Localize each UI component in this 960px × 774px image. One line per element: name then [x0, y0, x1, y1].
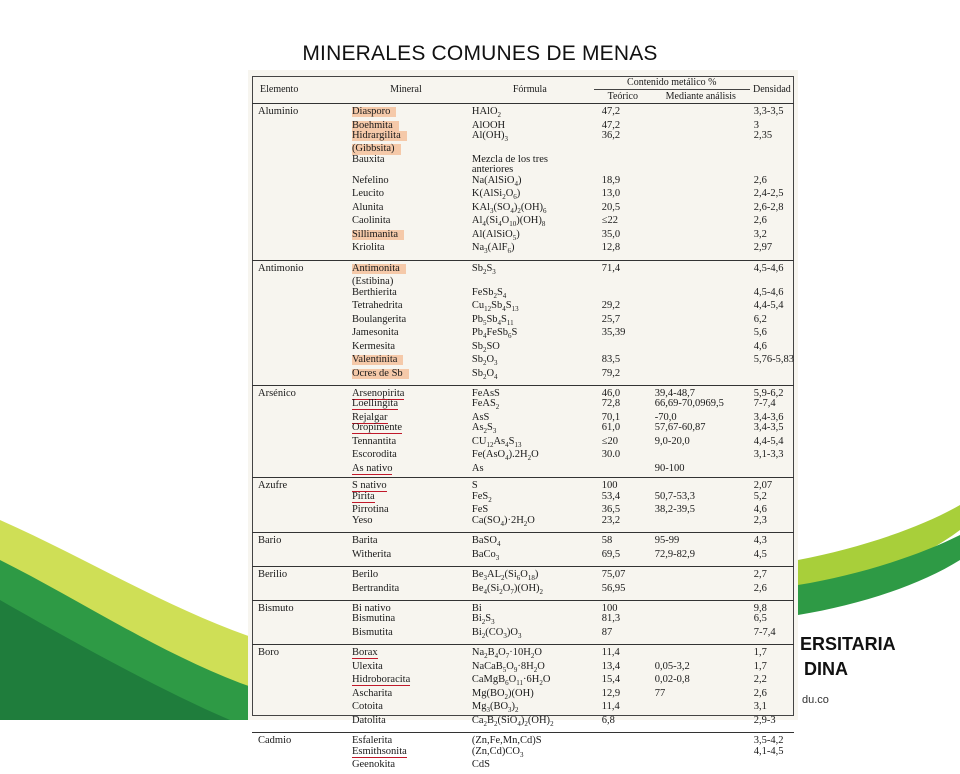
mineral-cell: Pirrotina: [351, 504, 389, 516]
densidad-cell: 2,6-2,8: [753, 201, 784, 213]
header-elemento: Elemento: [252, 76, 346, 104]
formula-cell: Na(AlSiO$_4$): [471, 174, 522, 188]
mineral-cell: (Gibbsita): [352, 144, 401, 154]
table-row: [252, 733, 794, 747]
element-cell: Aluminio: [258, 106, 299, 117]
densidad-cell: 4,4-5,4: [753, 435, 784, 447]
densidad-cell: 4,1-4,5: [753, 745, 784, 757]
slide-title: MINERALES COMUNES DE MENAS: [302, 42, 658, 65]
header-contenido: Contenido metálico %: [594, 76, 750, 90]
formula-cell: S: [471, 480, 478, 492]
densidad-cell: 2,6: [753, 687, 767, 699]
teorico-cell: 47,2: [601, 119, 621, 131]
mineral-cell: Tennantita: [351, 435, 397, 447]
teorico-cell: 58: [601, 535, 613, 547]
teorico-cell: 69,5: [601, 548, 621, 560]
teorico-cell: 11,4: [601, 647, 620, 659]
mineral-cell: Berthierita: [351, 286, 397, 298]
formula-cell: $Sb_2O_4$: [471, 367, 498, 381]
densidad-cell: 2,7: [753, 569, 767, 581]
densidad-cell: 5,6: [753, 327, 767, 339]
table-row: [252, 516, 794, 533]
element-cell: Azufre: [258, 480, 288, 492]
table-row: [252, 747, 794, 761]
teorico-cell: 83,5: [601, 354, 621, 366]
formula-cell: FeAsS: [471, 388, 500, 400]
header-mineral: Mineral: [346, 76, 466, 104]
table-row: [252, 716, 794, 733]
table-row: [252, 567, 794, 584]
formula-cell: HAlO$_2$: [471, 106, 502, 120]
formula-cell: $Fe(AsO_4).2H_2O$: [471, 449, 539, 463]
mineral-cell: Esmithsonita: [351, 745, 407, 757]
mineral-cell: Antimonita: [352, 264, 406, 274]
mineral-cell: Bismutita: [351, 626, 393, 638]
teorico-cell: 13,0: [601, 188, 621, 200]
analisis-cell: 50,7-53,3: [654, 490, 695, 502]
formula-cell: FeS$_2$: [471, 490, 492, 504]
element-cell: Antimonio: [258, 262, 304, 274]
formula-cell: AsS: [471, 411, 490, 423]
mineral-cell: Kriolita: [351, 242, 385, 254]
element-cell: Bario: [258, 535, 282, 547]
table-row: [252, 243, 794, 260]
formula-cell: $Mg(BO_2)(OH)$: [471, 687, 534, 702]
teorico-cell: 72,8: [601, 398, 621, 410]
formula-cell: $CaMgB_6O_{11}\cdot 6H_2O$: [471, 674, 551, 688]
table-body: [252, 104, 794, 774]
table-row: [252, 342, 794, 356]
densidad-cell: 3,3-3,5: [753, 106, 784, 117]
formula-cell: $Na_2B_4O_7\cdot 10H_2O$: [471, 647, 542, 661]
mineral-cell: Bauxita: [351, 153, 385, 165]
teorico-cell: 47,2: [601, 106, 621, 117]
densidad-cell: 5,2: [753, 490, 767, 502]
densidad-cell: 2,3: [753, 514, 767, 526]
formula-cell: Al(AlSiO$_5$): [471, 228, 520, 242]
logo-line-2: DINA: [804, 659, 848, 679]
mineral-cell: Pirita: [351, 490, 375, 502]
teorico-cell: 25,7: [601, 313, 621, 325]
teorico-cell: 75,07: [601, 569, 626, 581]
teorico-cell: 36,5: [601, 504, 621, 516]
formula-cell: BaSO$_4$: [471, 535, 501, 549]
densidad-cell: 5,9-6,2: [753, 388, 784, 400]
densidad-cell: 5,76-5,83: [753, 354, 794, 366]
teorico-cell: 23,2: [601, 514, 621, 526]
table-row: [252, 505, 794, 515]
mineral-cell: Valentinita: [352, 355, 404, 365]
mineral-cell: Cotoita: [351, 701, 383, 713]
densidad-cell: 2,9-3: [753, 714, 776, 726]
densidad-cell: 6,2: [753, 313, 767, 325]
analisis-cell: -70,0: [654, 411, 677, 423]
mineral-cell: Datolita: [351, 714, 386, 726]
scanned-table-image: [248, 70, 798, 771]
table-row: [252, 675, 794, 689]
mineral-cell: Bi nativo: [351, 603, 391, 615]
densidad-cell: 7-7,4: [753, 626, 776, 638]
table-row: [252, 464, 794, 478]
university-logo: [800, 632, 896, 713]
densidad-cell: 3,4-3,5: [753, 422, 784, 434]
element-cell: Cadmio: [258, 735, 292, 747]
table-row: [252, 355, 794, 369]
densidad-cell: 2,6: [753, 174, 767, 186]
densidad-cell: 2,4-2,5: [753, 188, 784, 200]
formula-cell: $Na_3(AlF_6)$: [471, 242, 515, 256]
mineral-cell: Oropimente: [351, 422, 403, 434]
teorico-cell: 35,39: [601, 327, 626, 339]
mineral-cell: Kermesita: [351, 340, 396, 352]
table-row: [252, 478, 794, 492]
element-cell: Boro: [258, 647, 279, 659]
formula-cell: Mezcla de los tres: [471, 153, 548, 165]
table-row: [252, 230, 794, 244]
formula-cell: $Cu_{12}Sb_4S_{13}$: [471, 300, 519, 314]
table-row: [252, 628, 794, 645]
densidad-cell: 2,97: [753, 242, 773, 254]
table-row: [252, 315, 794, 329]
analisis-cell: 72,9-82,9: [654, 548, 695, 560]
teorico-cell: 53,4: [601, 490, 621, 502]
densidad-cell: 4,5-4,6: [753, 262, 784, 274]
analisis-cell: 39,4-48,7: [654, 388, 695, 400]
mineral-cell: Alunita: [351, 201, 384, 213]
mineral-cell: Tetrahedrita: [351, 300, 403, 312]
table-row: [252, 601, 794, 615]
teorico-cell: 81,3: [601, 613, 621, 625]
formula-cell: $Be_3AL_2(Si_6O_{18})$: [471, 569, 539, 583]
mineral-cell: Yeso: [351, 514, 373, 526]
mineral-cell: Geenokita: [351, 759, 396, 771]
teorico-cell: 29,2: [601, 300, 621, 312]
mineral-cell: Nefelino: [351, 174, 389, 186]
mineral-cell: Boehmita: [352, 121, 399, 131]
formula-cell: $Ca_2B_2(SiO_4)_2(OH)_2$: [471, 714, 554, 729]
teorico-cell: 100: [601, 603, 618, 615]
densidad-cell: 2,6: [753, 215, 767, 227]
formula-cell: $Pb_4FeSb_6S$: [471, 327, 518, 341]
mineral-cell: Barita: [351, 535, 378, 547]
formula-cell: anteriores: [471, 164, 514, 176]
table-row: [252, 104, 794, 121]
formula-cell: $Be_4(Si_2O_7)(OH)_2$: [471, 582, 544, 596]
teorico-cell: 12,8: [601, 242, 621, 254]
mineral-cell: Jamesonita: [351, 327, 399, 339]
formula-cell: $(Zn,Cd)CO_3$: [471, 745, 524, 759]
teorico-cell: 20,5: [601, 201, 621, 213]
table-row: [252, 155, 794, 165]
formula-cell: As: [471, 462, 484, 474]
formula-cell: $Pb_5Sb_4S_{11}$: [471, 313, 514, 327]
formula-cell: $Ca(SO_4)\cdot 2H_2O$: [471, 514, 535, 528]
densidad-cell: 6,5: [753, 613, 767, 625]
densidad-cell: 7-7,4: [753, 398, 776, 410]
mineral-cell: Bismutina: [351, 613, 396, 625]
formula-cell: $Al_4(Si_4O_{10})(OH)_8$: [471, 215, 546, 229]
formula-cell: $Sb_2O_3$: [471, 354, 498, 368]
table-row: [252, 662, 794, 676]
table-row: [252, 689, 794, 703]
formula-cell: $FeSb_2S_4$: [471, 286, 507, 300]
table-row: [252, 533, 794, 550]
analisis-cell: 77: [654, 687, 666, 699]
table-row: [252, 277, 794, 287]
densidad-cell: 2,2: [753, 674, 767, 686]
analisis-cell: 57,67-60,87: [654, 422, 706, 434]
header-formula: Fórmula: [466, 76, 594, 104]
table-row: [252, 614, 794, 628]
table-row: [252, 550, 794, 567]
densidad-cell: 4,6: [753, 504, 767, 516]
formula-cell: $Sb_2SO$: [471, 340, 500, 354]
formula-cell: AlOOH: [471, 119, 506, 131]
densidad-cell: 3,1: [753, 701, 767, 713]
densidad-cell: 3,2: [753, 228, 767, 240]
table-row: [252, 437, 794, 451]
formula-cell: $Mg_3(BO_3)_2$: [471, 701, 519, 715]
densidad-cell: 4,5-4,6: [753, 286, 784, 298]
analisis-cell: 90-100: [654, 462, 685, 474]
table-row: [252, 450, 794, 464]
densidad-cell: 3,5-4,2: [753, 735, 784, 747]
teorico-cell: 46,0: [601, 388, 621, 400]
table-row: [252, 760, 794, 773]
formula-cell: (Zn,Fe,Mn,Cd)S: [471, 735, 542, 747]
element-cell: Bismuto: [258, 603, 294, 615]
mineral-cell: Borax: [351, 647, 378, 659]
table-row: [252, 260, 794, 277]
densidad-cell: 2,07: [753, 480, 773, 492]
mineral-cell: Hidrargilita: [352, 131, 407, 141]
table-row: [252, 121, 794, 131]
mineral-cell: S nativo: [351, 480, 387, 492]
table-row: [252, 328, 794, 342]
table-row: [252, 702, 794, 716]
mineral-cell: Witherita: [351, 548, 392, 560]
densidad-cell: 1,7: [753, 660, 767, 672]
mineral-cell: Leucito: [351, 188, 385, 200]
table-row: [252, 492, 794, 506]
formula-cell: $CU_{12}As_4S_{13}$: [471, 435, 522, 449]
table-row: [252, 176, 794, 190]
densidad-cell: 4,4-5,4: [753, 300, 784, 312]
teorico-cell: ≤22: [601, 215, 619, 227]
formula-cell: FeAS$_2$: [471, 398, 500, 412]
table-row: [252, 399, 794, 413]
logo-line-1: ERSITARIA: [800, 634, 896, 654]
teorico-cell: 100: [601, 480, 618, 492]
teorico-cell: 6,8: [601, 714, 615, 726]
teorico-cell: 79,2: [601, 367, 621, 379]
formula-cell: $Sb_2S_3$: [471, 262, 496, 276]
teorico-cell: ≤20: [601, 435, 619, 447]
mineral-cell: Hidroboracita: [351, 674, 411, 686]
teorico-cell: 87: [601, 626, 613, 638]
analisis-cell: 38,2-39,5: [654, 504, 695, 516]
table-row: [252, 584, 794, 601]
table-row: [252, 165, 794, 175]
header-teorico: Teórico: [594, 90, 652, 104]
teorico-cell: 35,0: [601, 228, 621, 240]
formula-cell: BaCo$_3$: [471, 548, 500, 562]
logo-url: du.co: [802, 694, 829, 706]
mineral-cell: Esfalerita: [351, 735, 393, 747]
mineral-cell: As nativo: [351, 462, 393, 474]
mineral-cell: Ulexita: [351, 660, 383, 672]
teorico-cell: 70,1: [601, 411, 621, 423]
mineral-cell: Diasporo: [352, 107, 397, 117]
table-row: [252, 369, 794, 386]
table-row: [252, 216, 794, 230]
mineral-cell: Sillimanita: [352, 230, 404, 240]
table-row: [252, 288, 794, 302]
header-analisis: Mediante análisis: [652, 90, 750, 104]
mineral-cell: Berilo: [351, 569, 379, 581]
mineral-cell: Loellingita: [351, 398, 399, 410]
formula-cell: $Al(OH)_3$: [471, 129, 509, 143]
densidad-cell: 4,3: [753, 535, 767, 547]
table-row: [252, 131, 794, 145]
densidad-cell: 9,8: [753, 603, 767, 615]
densidad-cell: 4,6: [753, 340, 767, 352]
table-row: [252, 386, 794, 400]
densidad-cell: 2,35: [753, 129, 773, 141]
analisis-cell: 0,02-0,8: [654, 674, 690, 686]
table-row: [252, 189, 794, 203]
mineral-cell: Escorodita: [351, 449, 397, 461]
analisis-cell: 0,05-3,2: [654, 660, 690, 672]
densidad-cell: 3: [753, 119, 759, 131]
formula-cell: CdS: [471, 759, 490, 771]
mineral-cell: Caolinita: [351, 215, 391, 227]
densidad-cell: 3,4-3,6: [753, 411, 784, 423]
element-cell: Arsénico: [258, 388, 296, 400]
formula-cell: $As_2S_3$: [471, 422, 497, 436]
formula-cell: $K(AlSi_2O_6)$: [471, 188, 521, 202]
minerals-table: [252, 76, 794, 774]
formula-cell: Bi: [471, 603, 482, 615]
formula-cell: $Bi_2(CO_3)O_3$: [471, 626, 522, 641]
analisis-cell: 9,0-20,0: [654, 435, 690, 447]
teorico-cell: 71,4: [601, 262, 621, 274]
teorico-cell: 11,4: [601, 701, 620, 713]
header-densidad: Densidad: [750, 76, 794, 104]
teorico-cell: 12,9: [601, 687, 621, 699]
formula-cell: $Bi_2S_3$: [471, 613, 495, 627]
mineral-cell: Ocres de Sb: [352, 369, 409, 379]
mineral-cell: Bertrandita: [351, 582, 400, 594]
mineral-cell: Arsenopirita: [351, 388, 405, 400]
densidad-cell: 3,1-3,3: [753, 449, 784, 461]
table-row: [252, 645, 794, 662]
table-row: [252, 203, 794, 217]
formula-cell: $KAl_3(SO_4)_2(OH)_6$: [471, 201, 547, 215]
formula-cell: FeS: [471, 504, 489, 516]
mineral-cell: (Estibina): [351, 276, 394, 288]
densidad-cell: 1,7: [753, 647, 767, 659]
teorico-cell: 13,4: [601, 660, 621, 672]
mineral-cell: Rejalgar: [351, 411, 388, 423]
teorico-cell: 18,9: [601, 174, 621, 186]
analisis-cell: 66,69-70,0969,5: [654, 398, 724, 410]
densidad-cell: 2,6: [753, 582, 767, 594]
element-cell: Berilio: [258, 569, 288, 581]
teorico-cell: 15,4: [601, 674, 621, 686]
table-row: [252, 423, 794, 437]
table-row: [252, 413, 794, 423]
teorico-cell: 36,2: [601, 129, 621, 141]
mineral-cell: Ascharita: [351, 687, 393, 699]
mineral-cell: Boulangerita: [351, 313, 407, 325]
teorico-cell: 61,0: [601, 422, 621, 434]
table-row: [252, 301, 794, 315]
formula-cell: $NaCaB_5O_9\cdot 8H_2O$: [471, 660, 545, 675]
densidad-cell: 4,5: [753, 548, 767, 560]
analisis-cell: 95-99: [654, 535, 680, 547]
teorico-cell: 56,95: [601, 582, 626, 594]
teorico-cell: 30.0: [601, 449, 621, 461]
